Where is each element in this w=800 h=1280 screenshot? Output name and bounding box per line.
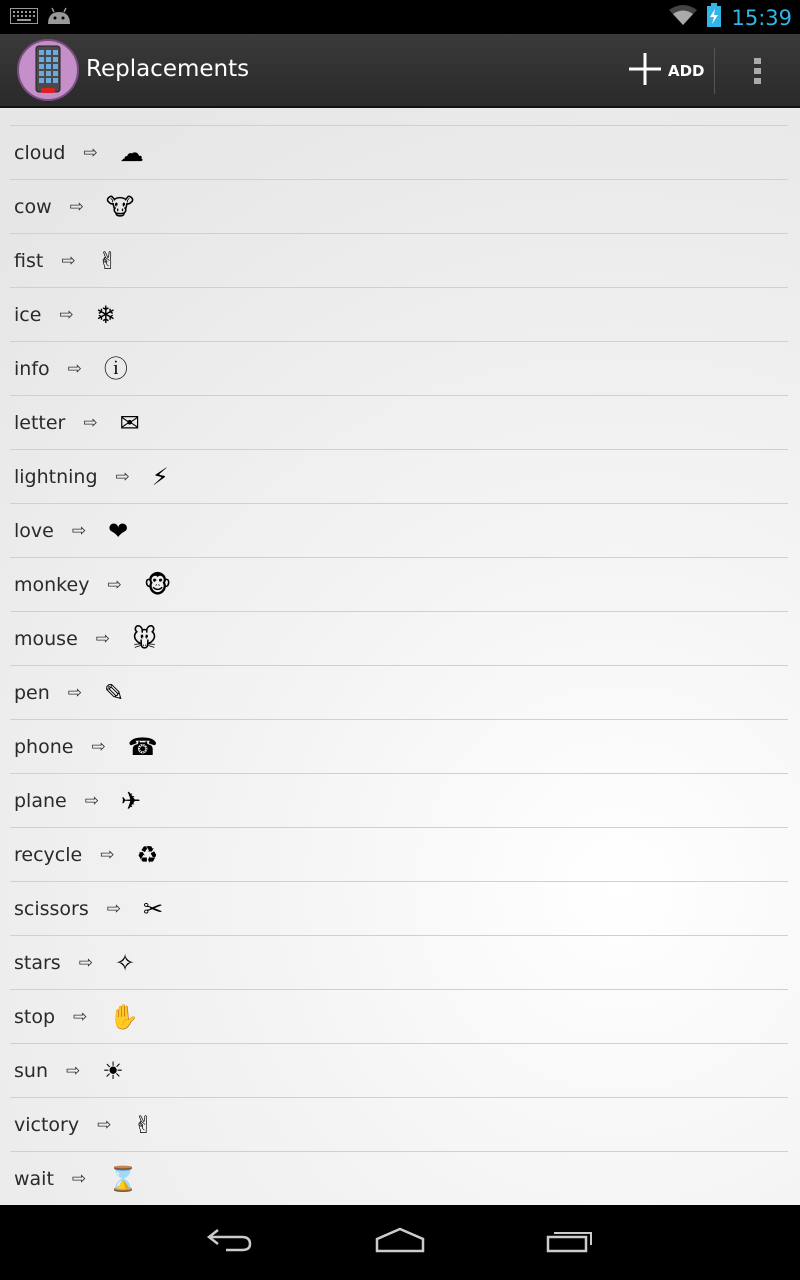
hand-icon: ✌: [97, 246, 118, 275]
list-item[interactable]: [10, 774, 788, 828]
arrow-right-icon: ⇨: [83, 412, 98, 433]
replacement-keyword: cow: [14, 195, 52, 218]
recycle-icon: ♻: [136, 840, 158, 869]
list-item[interactable]: [10, 126, 788, 180]
sun-icon: ☀: [102, 1056, 124, 1085]
list-item[interactable]: [10, 1044, 788, 1098]
keyboard-icon: [10, 8, 38, 29]
list-item[interactable]: [10, 342, 788, 396]
list-item[interactable]: [10, 990, 788, 1044]
arrow-right-icon: ⇨: [78, 952, 93, 973]
replacement-keyword: phone: [14, 735, 74, 758]
replacement-keyword: stars: [14, 951, 61, 974]
mouse-icon: 🐭: [132, 624, 158, 653]
scissors-icon: ✂: [143, 894, 164, 923]
list-item[interactable]: [10, 180, 788, 234]
app-icon[interactable]: [16, 38, 80, 102]
overflow-menu-button[interactable]: [738, 48, 778, 94]
arrow-right-icon: ⇨: [65, 1060, 81, 1081]
overflow-menu-icon: [738, 81, 778, 98]
replacements-list: [10, 126, 788, 1205]
clock: 15:39: [731, 5, 792, 30]
replacement-keyword: info: [14, 357, 50, 380]
hand-stop-icon: ✋: [109, 1002, 140, 1031]
back-icon: [206, 1227, 254, 1258]
arrow-right-icon: ⇨: [91, 736, 106, 757]
replacement-keyword: ice: [14, 303, 42, 326]
navigation-bar: [0, 1205, 800, 1280]
list-item[interactable]: [10, 612, 788, 666]
replacement-keyword: fist: [14, 249, 44, 272]
list-item[interactable]: [10, 234, 788, 288]
pencil-icon: ✎: [104, 678, 125, 707]
list-item[interactable]: [10, 720, 788, 774]
replacement-keyword: pen: [14, 681, 50, 704]
sparkles-icon: ✧: [114, 948, 136, 977]
arrow-right-icon: ⇨: [97, 1114, 112, 1135]
arrow-right-icon: ⇨: [71, 1168, 87, 1189]
replacement-keyword: recycle: [14, 843, 83, 866]
replacement-keyword: stop: [14, 1005, 56, 1028]
list-item[interactable]: [10, 504, 788, 558]
info-icon: ⓘ: [103, 354, 128, 383]
page-title: Replacements: [86, 56, 250, 82]
add-button-label: ADD: [668, 62, 705, 80]
list-item[interactable]: [10, 828, 788, 882]
wifi-icon: [669, 4, 697, 31]
arrow-right-icon: ⇨: [67, 682, 83, 703]
arrow-right-icon: ⇨: [84, 790, 99, 811]
list-item[interactable]: [10, 882, 788, 936]
list-item[interactable]: [10, 450, 788, 504]
victory-hand-icon: ✌: [133, 1110, 154, 1139]
list-item-partial[interactable]: [10, 108, 788, 126]
list-item[interactable]: [10, 396, 788, 450]
back-button[interactable]: [190, 1219, 270, 1265]
add-button[interactable]: [628, 44, 712, 98]
list-item[interactable]: [10, 936, 788, 990]
snowflake-icon: ❄: [95, 300, 116, 329]
heart-icon: ❤: [108, 516, 129, 545]
list-item[interactable]: [10, 288, 788, 342]
replacement-keyword: letter: [14, 411, 66, 434]
arrow-right-icon: ⇨: [100, 844, 115, 865]
home-button[interactable]: [360, 1219, 440, 1265]
arrow-right-icon: ⇨: [95, 628, 111, 649]
replacement-keyword: mouse: [14, 627, 78, 650]
envelope-icon: ✉: [119, 408, 140, 437]
action-bar-divider: [714, 48, 715, 94]
arrow-right-icon: ⇨: [59, 304, 74, 325]
monkey-icon: 🐵: [143, 570, 172, 599]
airplane-icon: ✈: [120, 786, 142, 815]
arrow-right-icon: ⇨: [83, 142, 98, 163]
arrow-right-icon: ⇨: [61, 250, 76, 271]
cloud-icon: ☁: [119, 138, 144, 167]
list-item[interactable]: [10, 666, 788, 720]
arrow-right-icon: ⇨: [71, 520, 87, 541]
arrow-right-icon: ⇨: [67, 358, 82, 379]
arrow-right-icon: ⇨: [115, 466, 130, 487]
android-icon: [46, 6, 72, 31]
list-item[interactable]: [10, 1098, 788, 1152]
plus-icon: [628, 52, 662, 90]
replacement-keyword: sun: [14, 1059, 48, 1082]
telephone-icon: ☎: [127, 732, 158, 761]
replacement-keyword: monkey: [14, 573, 90, 596]
replacement-keyword: love: [14, 519, 54, 542]
arrow-right-icon: ⇨: [69, 196, 84, 217]
replacement-keyword: cloud: [14, 141, 66, 164]
replacements-list-container[interactable]: [0, 108, 800, 1205]
action-bar: [0, 34, 800, 108]
replacement-keyword: wait: [14, 1167, 54, 1190]
recent-apps-icon: [546, 1227, 594, 1258]
lightning-icon: ⚡: [151, 462, 169, 491]
status-bar: [0, 0, 800, 34]
replacement-keyword: lightning: [14, 465, 98, 488]
battery-charging-icon: [707, 3, 721, 32]
list-item[interactable]: [10, 558, 788, 612]
hourglass-icon: ⌛: [108, 1164, 139, 1193]
replacement-keyword: scissors: [14, 897, 89, 920]
list-item[interactable]: [10, 1152, 788, 1205]
arrow-right-icon: ⇨: [73, 1006, 88, 1027]
replacement-keyword: victory: [14, 1113, 80, 1136]
home-icon: [374, 1227, 426, 1258]
recent-apps-button[interactable]: [530, 1219, 610, 1265]
replacement-keyword: plane: [14, 789, 67, 812]
arrow-right-icon: ⇨: [107, 574, 122, 595]
arrow-right-icon: ⇨: [106, 898, 122, 919]
cow-icon: 🐮: [105, 192, 135, 221]
